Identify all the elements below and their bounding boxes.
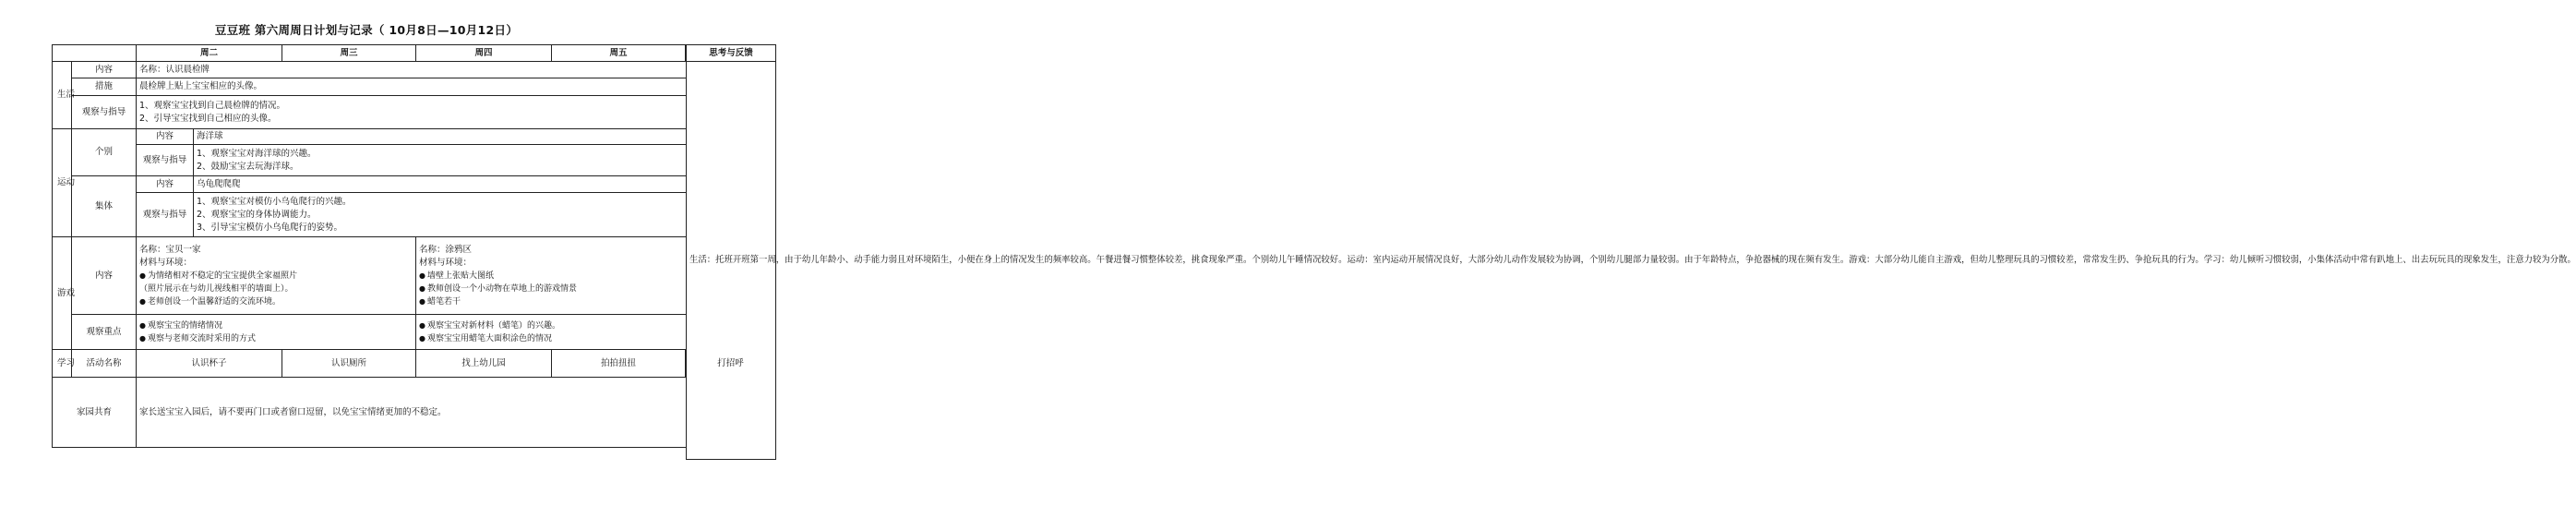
game-right-materials-label: 材料与环境： bbox=[419, 257, 473, 268]
sport-group-observe-row bbox=[53, 193, 776, 237]
sport-group-content: 乌龟爬爬爬 bbox=[194, 176, 687, 193]
game-right-item: ● 教师创设一个小动物在草地上的游戏情景 bbox=[419, 283, 683, 295]
study-activity-thu: 找上幼儿园 bbox=[416, 350, 552, 378]
life-observe-line: 1、观察宝宝找到自己晨检牌的情况。 bbox=[139, 100, 286, 111]
study-activity-fri: 拍拍扭扭 bbox=[552, 350, 686, 378]
life-observe-label: 观察与指导 bbox=[72, 96, 137, 129]
game-focus-label: 观察重点 bbox=[72, 315, 137, 350]
sport-group-observe-label: 观察与指导 bbox=[137, 193, 194, 237]
section-life: 生活 bbox=[53, 62, 72, 129]
home-label: 家园共育 bbox=[53, 378, 137, 448]
sport-individual-content-row bbox=[53, 129, 776, 145]
reflection-text: 生活：托班开班第一周，由于幼儿年龄小、动手能力弱且对环境陌生，小便在身上的情况发生的频率较高。午餐进餐习惯整体较差，挑食现象严重。个别幼儿午睡情况较好。运动：室内运动开展情况良好，大部分幼儿动作发展较为协调，个别幼儿腿部力量较弱。由于年龄特点，争抢器械的现在频有发生。游戏：大部分幼儿能自主游戏，但幼儿整理玩具的习惯较差，常常发生扔、争抢玩具的行为。学习：幼儿倾听习惯较弱，小集体活动中常有趴地上、出去玩玩具的现象发生，注意力较为分散。 bbox=[687, 62, 776, 460]
spacer-cell bbox=[53, 457, 687, 460]
header-row bbox=[53, 45, 776, 62]
header-day-wed: 周三 bbox=[282, 45, 416, 62]
sport-individual-content: 海洋球 bbox=[194, 129, 687, 145]
weekly-plan-table bbox=[52, 44, 2576, 460]
study-activity-tue: 认识杯子 bbox=[137, 350, 282, 378]
life-measure: 晨检牌上贴上宝宝相应的头像。 bbox=[137, 78, 687, 96]
game-left-name: 名称：宝贝一家 bbox=[139, 244, 201, 255]
study-activity-wed: 认识厕所 bbox=[282, 350, 416, 378]
game-focus-item: ● 观察宝宝的情绪情况 bbox=[139, 319, 413, 332]
section-sport: 运动 bbox=[53, 129, 72, 237]
sport-group-observe bbox=[194, 193, 687, 237]
header-day-fri: 周五 bbox=[552, 45, 686, 62]
life-observe-row bbox=[53, 96, 776, 129]
spacer-row bbox=[53, 457, 776, 460]
life-content-row bbox=[53, 62, 776, 78]
game-right-item: ● 蜡笔若干 bbox=[419, 295, 683, 308]
header-corner bbox=[53, 45, 137, 62]
study-activity-sat: 打招呼 bbox=[686, 350, 776, 378]
sport-individual-observe bbox=[194, 145, 687, 176]
game-focus-item: ● 观察宝宝用蜡笔大面积涂色的情况 bbox=[419, 332, 683, 345]
study-row bbox=[53, 350, 776, 378]
sport-observe-line: 1、观察宝宝对模仿小乌龟爬行的兴趣。 bbox=[197, 196, 352, 207]
game-right-name: 名称：涂鸦区 bbox=[419, 244, 473, 255]
sport-observe-line: 2、鼓励宝宝去玩海洋球。 bbox=[197, 161, 299, 172]
game-content-label: 内容 bbox=[72, 237, 137, 315]
life-content: 名称：认识晨检牌 bbox=[137, 62, 687, 78]
section-study: 学习 bbox=[53, 350, 72, 378]
game-left-item: ● 老师创设一个温馨舒适的交流环境。 bbox=[139, 295, 413, 308]
game-left-item: （照片展示在与幼儿视线相平的墙面上）。 bbox=[139, 283, 294, 294]
sport-group-content-label: 内容 bbox=[137, 176, 194, 193]
game-focus-left bbox=[137, 315, 416, 350]
sport-observe-line: 3、引导宝宝模仿小乌龟爬行的姿势。 bbox=[197, 222, 343, 233]
game-left-content bbox=[137, 237, 416, 315]
sport-observe-line: 1、观察宝宝对海洋球的兴趣。 bbox=[197, 148, 317, 159]
home-text: 家长送宝宝入园后，请不要再门口或者窗口逗留，以免宝宝情绪更加的不稳定。 bbox=[137, 378, 687, 448]
sport-individual-label: 个别 bbox=[72, 129, 137, 176]
game-focus-item: ● 观察宝宝对新材料（蜡笔）的兴趣。 bbox=[419, 319, 683, 332]
game-right-content bbox=[416, 237, 687, 315]
sport-individual-content-label: 内容 bbox=[137, 129, 194, 145]
game-right-item: ● 墙壁上张贴大图纸 bbox=[419, 270, 683, 283]
sport-group-content-row bbox=[53, 176, 776, 193]
home-row bbox=[53, 378, 776, 448]
life-measure-label: 措施 bbox=[72, 78, 137, 96]
header-day-tue: 周二 bbox=[137, 45, 282, 62]
life-observe-line: 2、引导宝宝找到自己相应的头像。 bbox=[139, 113, 277, 124]
game-left-materials-label: 材料与环境： bbox=[139, 257, 193, 268]
life-measure-row bbox=[53, 78, 776, 96]
game-focus-right bbox=[416, 315, 687, 350]
sport-individual-observe-label: 观察与指导 bbox=[137, 145, 194, 176]
game-focus-item: ● 观察与老师交流时采用的方式 bbox=[139, 332, 413, 345]
game-content-row bbox=[53, 237, 776, 315]
section-game: 游戏 bbox=[53, 237, 72, 350]
page-title: 豆豆班 第六周周日计划与记录（ 10月8日—10月12日） bbox=[214, 23, 519, 37]
life-observe bbox=[137, 96, 687, 129]
life-content-label: 内容 bbox=[72, 62, 137, 78]
sport-observe-line: 2、观察宝宝的身体协调能力。 bbox=[197, 209, 317, 220]
game-left-item: ● 为情绪相对不稳定的宝宝提供全家福照片 bbox=[139, 270, 413, 283]
sport-group-label: 集体 bbox=[72, 176, 137, 237]
sport-individual-observe-row bbox=[53, 145, 776, 176]
header-day-thu: 周四 bbox=[416, 45, 552, 62]
game-focus-row bbox=[53, 315, 776, 350]
header-reflection: 思考与反馈 bbox=[687, 45, 776, 62]
study-activity-label: 活动名称 bbox=[72, 350, 137, 378]
